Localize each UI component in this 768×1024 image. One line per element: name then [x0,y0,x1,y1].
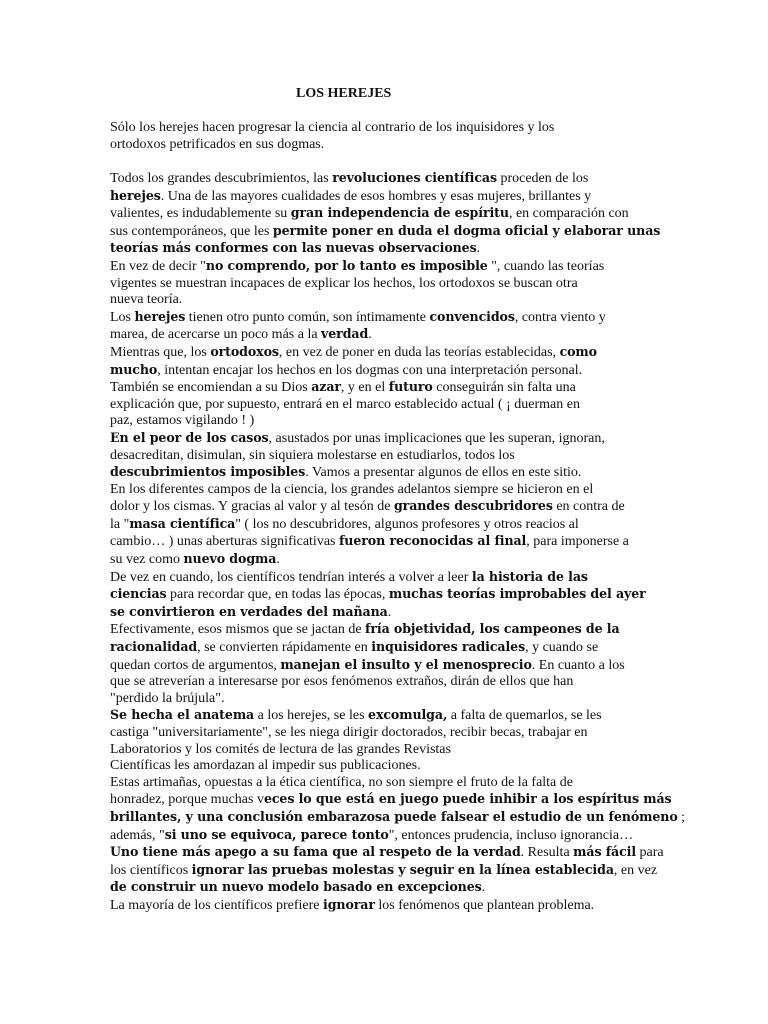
bold-text: ciencias [110,586,167,602]
text-run: ortodoxos petrificados en sus dogmas. [110,136,325,152]
text-run: vigentes se muestran incapaces de explicar los hechos, los ortodoxos se buscan otra [110,275,578,291]
text-line [110,516,670,534]
text-run: proceden de los [496,171,589,186]
text-line [110,240,670,258]
bold-text: Uno tiene más apego a su fama que al respeto de la verdad [110,844,521,860]
text-run: que se atreverían a interesarse por esos fenómenos extraños, dirán de ellos que han [110,674,574,690]
text-run: paz, estamos vigilando ! ) [110,413,255,429]
text-run: tienen otro punto común, son íntimamente [185,309,430,325]
text-line [110,791,670,809]
text-run: , en vez de poner en duda las teorías establecidas, [278,344,560,360]
text-run: ", entonces prudencia, incluso ignorancia… [388,827,634,843]
text-line [110,276,670,293]
text-run: Laboratorios y los comités de lectura de las grandes Revistas [110,741,451,757]
text-run: . [481,880,486,896]
bold-text: fría objetividad, los campeones de la [365,621,620,637]
text-line [110,188,670,206]
text-line [110,862,670,880]
text-run: en contra de [552,499,625,515]
text-run: para recordar que, en todas las épocas, [166,587,389,603]
text-run: La mayoría de los científicos prefiere [110,897,324,913]
text-line [110,498,670,516]
text-line [110,397,670,414]
text-line [110,758,670,775]
text-line [110,170,670,188]
text-line [110,808,686,827]
text-line [110,742,670,759]
text-line [110,725,670,742]
text-run: marea, de acercarse un poco más a la [110,327,322,343]
bold-text: convencidos [429,308,515,324]
text-run: Mientras que, los [110,344,211,360]
text-run: además, " [110,827,165,843]
text-run: , en vez [613,862,658,878]
bold-text: fueron reconocidas al final [338,533,527,549]
bold-text: azar [311,379,341,395]
text-line [110,569,670,587]
text-line [110,137,670,154]
text-run: Estas artimañas, opuestas a la ética científica, no son siempre el fruto de la falta de [110,774,573,790]
bold-text: Se hecha el anatema [110,707,255,723]
bold-text: futuro [388,379,433,395]
text-run: nueva teoría. [110,292,183,308]
text-run: "perdido la brújula". [110,690,225,706]
bold-text: la historia de las [471,568,588,584]
text-run: En los diferentes campos de la ciencia, los grandes adelantos siempre se hicieron en el [110,481,594,497]
text-line [110,309,670,327]
document-title: LOS HEREJES [296,86,392,101]
text-run: a falta de quemarlos, se les [447,708,602,724]
text-line [110,258,670,276]
text-run: . Resulta [520,845,574,861]
text-run: dolor y los cismas. Y gracias al valor y al tesón de [110,499,394,515]
text-line [110,897,670,915]
text-run: En vez de decir " [110,258,206,274]
text-line [110,691,670,708]
bold-text: inquisidores radicales [371,639,526,655]
text-line [110,223,670,241]
text-line [110,586,670,604]
text-run: , contra viento y [514,309,606,325]
text-run: valientes, es indudablemente su [110,206,291,222]
text-line [110,292,670,309]
text-line [110,344,670,362]
text-run: ; [677,809,686,825]
bold-text: grandes descubridores [393,498,553,514]
bold-text: descubrimientos imposibles [110,464,306,480]
text-run: " ( los no descubridores, algunos profesores y otros reacios al [235,516,579,532]
intro-paragraph [110,120,670,153]
text-run: conseguirán sin falta una [432,380,576,396]
text-run: , y cuando se [525,640,599,656]
bold-text: herejes [110,187,161,203]
text-run: para [636,845,664,861]
text-run: , para imponerse a [526,534,629,550]
body-text [110,170,686,915]
text-run: . [476,241,481,257]
text-run: honradez, porque muchas v [110,792,264,808]
text-line [110,326,670,344]
text-run: Sólo los herejes hacen progresar la ciencia al contrario de los inquisidores y los [110,120,555,135]
text-run: . [368,327,372,343]
text-line [110,844,670,862]
bold-text: ignorar las pruebas molestas y seguir en la línea establecida [191,861,614,877]
text-line [110,362,670,380]
bold-text: de construir un nuevo modelo basado en excepciones [110,879,482,895]
bold-text: En el peor de los casos [110,429,269,445]
bold-text: manejan el insulto y el menosprecio [280,656,532,672]
bold-text: nuevo dogma [183,551,277,567]
text-run: desacreditan, disimulan, sin siquiera molestarse en estudiarlos, todos los [110,447,515,463]
bold-text: racionalidad [110,639,198,655]
bold-text: gran independencia de espíritu [290,205,509,221]
text-line [110,621,670,639]
text-line [110,674,670,691]
bold-text: mucho [110,361,158,377]
text-run: . Una de las mayores cualidades de esos hombres y esas mujeres, brillantes y [160,188,592,204]
text-run: Los [110,309,135,325]
text-run: . En cuanto a los [531,657,625,673]
text-run: También se encomiendan a su Dios [110,380,312,396]
bold-text: verdad [321,326,369,342]
text-line [110,604,670,622]
text-line [110,482,670,499]
text-run: quedan cortos de argumentos, [110,657,281,673]
text-run: , se convierten rápidamente en [197,640,372,656]
text-run: los científicos [110,862,192,878]
text-run: castiga "universitariamente", se les niega dirigir doctorados, recibir becas, trabajar en [110,725,588,740]
text-run: sus contemporáneos, que les [110,223,273,239]
text-line [110,657,670,675]
text-run: . [276,552,280,568]
bold-text: ignorar [323,896,375,912]
text-line [110,430,670,448]
text-run: , en comparación con [508,206,629,222]
bold-text: más fácil [573,844,637,860]
bold-text: como [559,343,597,359]
text-run: , y en el [340,380,389,396]
text-line [110,120,670,137]
bold-text: ortodoxos [210,343,279,359]
text-run: a los herejes, se les [254,708,369,724]
bold-text: si uno se equivoca, parece tonto [164,826,389,842]
bold-text: masa científica [129,515,236,531]
text-line [110,533,670,551]
bold-text: herejes [134,308,186,324]
bold-text: eces lo que está en juego puede inhibir a los espíritus más [263,791,672,807]
text-run: Todos los grandes descubrimientos, las [110,171,333,186]
text-run: ", cuando las teorías [487,258,605,274]
text-line [110,448,670,465]
text-run: Científicas les amordazan al impedir sus publicaciones. [110,758,421,774]
bold-text: brillantes, y una conclusión embarazosa puede falsear el estudio de un fenómeno [110,808,678,824]
text-line [110,379,670,397]
text-run: la " [110,516,130,532]
bold-text: muchas teorías improbables del ayer [388,586,646,602]
text-run: . [387,604,392,620]
text-line [110,775,670,792]
text-run: , intentan encajar los hechos en los dogmas con una interpretación personal. [157,362,583,378]
text-run: , asustados por unas implicaciones que les superan, ignoran, [268,430,605,446]
bold-text: se convirtieron en verdades del mañana [110,603,388,619]
bold-text: no comprendo, por lo tanto es imposible [205,257,488,273]
text-run: Efectivamente, esos mismos que se jactan de [110,622,366,638]
text-line [110,551,670,569]
text-line [110,413,670,430]
bold-text: revoluciones científicas [332,170,497,185]
text-line [110,879,670,897]
text-line [110,464,670,482]
text-run: De vez en cuando, los científicos tendrían interés a volver a leer [110,569,472,585]
bold-text: teorías más conformes con las nuevas observaciones [110,240,477,256]
text-line [110,827,670,845]
bold-text: permite poner en duda el dogma oficial y elaborar unas [272,222,661,238]
text-line [110,639,670,657]
text-run: su vez como [110,552,184,568]
text-line [110,205,670,223]
text-run: los fenómenos que plantean problema. [374,897,595,913]
text-run: cambio… ) unas aberturas significativas [110,534,339,550]
text-line [110,707,670,725]
bold-text: excomulga, [368,707,448,723]
text-run: . Vamos a presentar algunos de ellos en este sitio. [305,465,582,481]
text-run: explicación que, por supuesto, entrará en el marco establecido actual ( ¡ duerman en [110,396,580,412]
